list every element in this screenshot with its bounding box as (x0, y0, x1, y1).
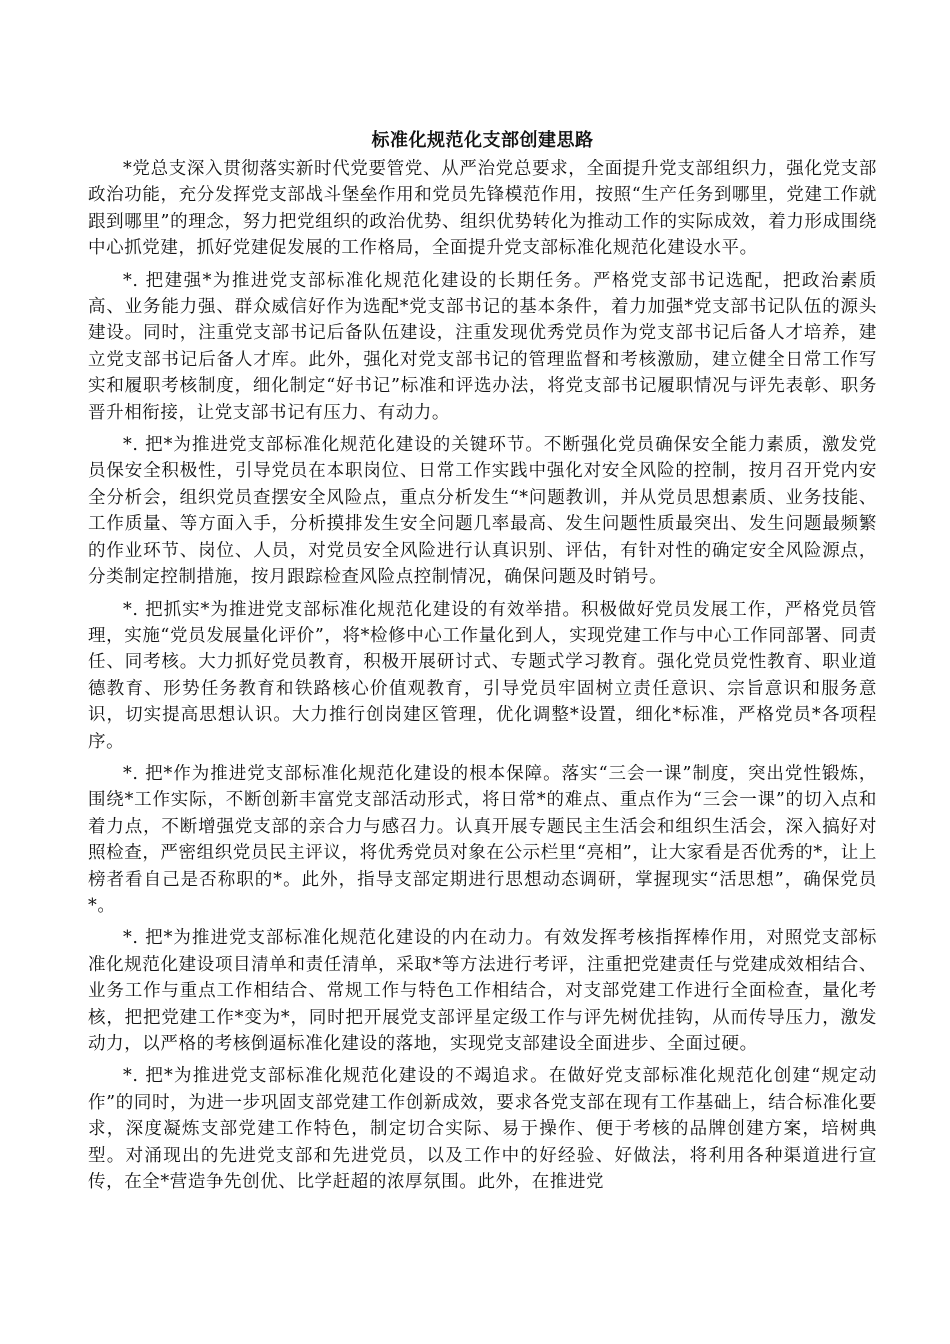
paragraph-1: *. 把建强*为推进党支部标准化规范化建设的长期任务。严格党支部书记选配，把政治素质高、业务能力强、群众威信好作为选配*党支部书记的基本条件，着力加强*党支部书记队伍的源头建设。同时，注重党支部书记后备队伍建设，注重发现优秀党员作为党支部书记后备人才培养，建立党支部书记后备人才库。此外，强化对党支部书记的管理监督和考核激励，建立健全日常工作写实和履职考核制度，细化制定“好书记”标准和评选办法，将党支部书记履职情况与评先表彰、职务晋升相衔接，让党支部书记有压力、有动力。 (88, 270, 877, 423)
document-title: 标准化规范化支部创建思路 (371, 130, 594, 151)
paragraph-2: *. 把*为推进党支部标准化规范化建设的关键环节。不断强化党员确保安全能力素质，激发党员保安全积极性，引导党员在本职岗位、日常工作实践中强化对安全风险的控制，按月召开党内安全分析会，组织党员查摆安全风险点，重点分析发生“*问题教训，并从党员思想素质、业务技能、工作质量、等方面入手，分析摸排发生安全问题几率最高、发生问题性质最突出、发生问题最频繁的作业环节、岗位、人员，对党员安全风险进行认真识别、评估，有针对性的确定安全风险源点，分类制定控制措施，按月跟踪检查风险点控制情况，确保问题及时销号。 (88, 435, 877, 588)
document-page (88, 128, 877, 1201)
paragraph-6: *. 把*为推进党支部标准化规范化建设的不竭追求。在做好党支部标准化规范化创建“规定动作”的同时，为进一步巩固支部党建工作创新成效，要求各党支部在现有工作基础上，结合标准化要求，深度凝炼支部党建工作特色，制定切合实际、易于操作、便于考核的品牌创建方案，培树典型。对涌现出的先进党支部和先进党员，以及工作中的好经验、好做法，将利用各种渠道进行宣传，在全*营造争先创优、比学赶超的浓厚氛围。此外，在推进党 (88, 1066, 877, 1193)
paragraph-5: *. 把*为推进党支部标准化规范化建设的内在动力。有效发挥考核指挥棒作用，对照党支部标准化规范化建设项目清单和责任清单，采取*等方法进行考评，注重把党建责任与党建成效相结合、业务工作与重点工作相结合、常规工作与特色工作相结合，对支部党建工作进行全面检查，量化考核，把把党建工作*变为*，同时把开展党支部评星定级工作与评先树优挂钩，从而传导压力，激发动力，以严格的考核倒逼标准化建设的落地，实现党支部建设全面进步、全面过硬。 (88, 928, 877, 1054)
paragraph-intro: *党总支深入贯彻落实新时代党要管党、从严治党总要求，全面提升党支部组织力，强化党支部政治功能，充分发挥党支部战斗堡垒作用和党员先锋模范作用，按照“生产任务到哪里，党建工作就跟到哪里”的理念，努力把党组织的政治优势、组织优势转化为推动工作的实际成效，着力形成围绕中心抓党建，抓好党建促发展的工作格局，全面提升党支部标准化规范化建设水平。 (88, 159, 877, 259)
paragraph-4: *. 把*作为推进党支部标准化规范化建设的根本保障。落实“三会一课”制度，突出党性锻炼，围绕*工作实际，不断创新丰富党支部活动形式，将日常*的难点、重点作为“三会一课”的切入点和着力点，不断增强党支部的亲合力与感召力。认真开展专题民主生活会和组织生活会，深入搞好对照检查，严密组织党员民主评议，将优秀党员对象在公示栏里“亮相”，让大家看是否优秀的*，让上榜者看自己是否称职的*。此外，指导支部定期进行思想动态调研，掌握现实“活思想”，确保党员*。 (88, 763, 877, 916)
paragraph-3: *. 把抓实*为推进党支部标准化规范化建设的有效举措。积极做好党员发展工作，严格党员管理，实施“党员发展量化评价”，将*检修中心工作量化到人，实现党建工作与中心工作同部署、同责任、同考核。大力抓好党员教育，积极开展研讨式、专题式学习教育。强化党员党性教育、职业道德教育、形势任务教育和铁路核心价值观教育，引导党员牢固树立责任意识、宗旨意识和服务意识，切实提高思想认识。大力推行创岗建区管理，优化调整*设置，细化*标准，严格党员*各项程序。 (88, 599, 877, 752)
